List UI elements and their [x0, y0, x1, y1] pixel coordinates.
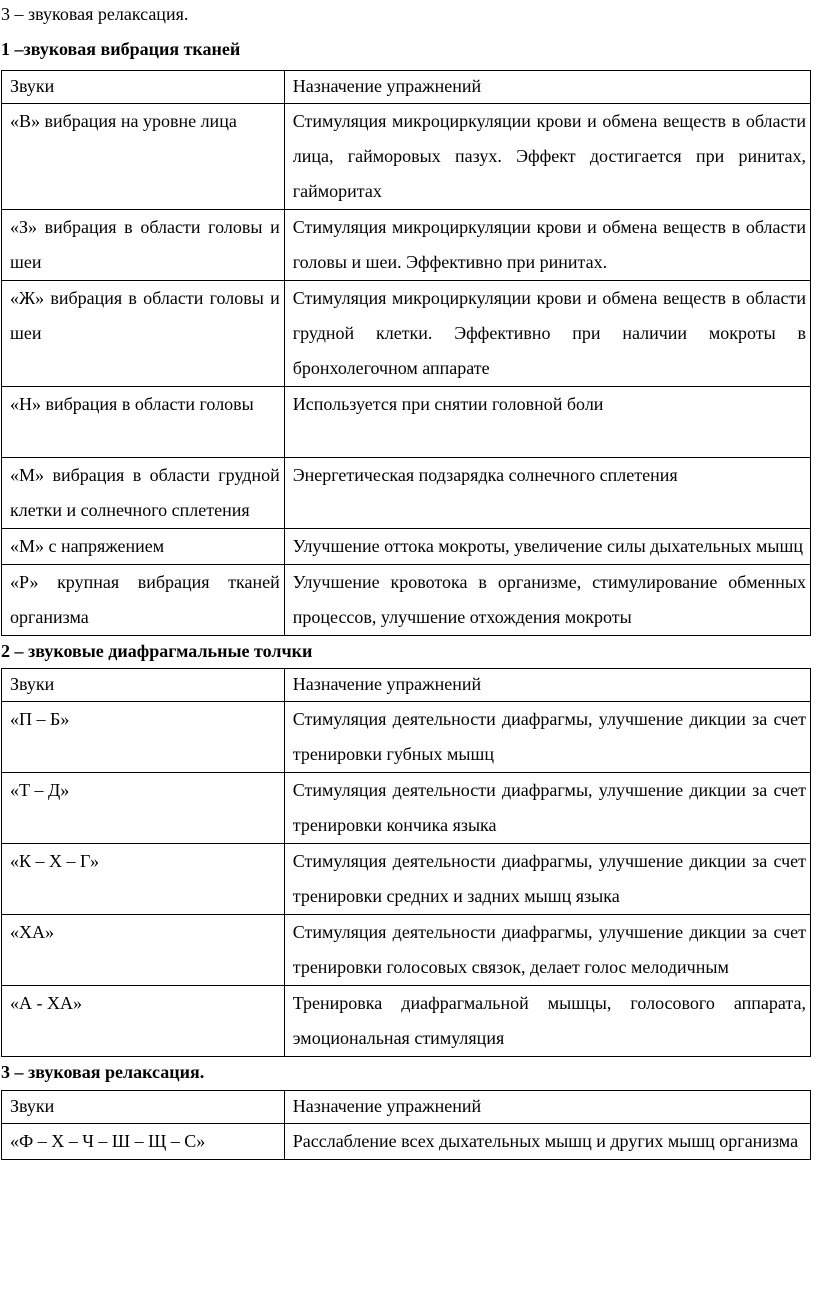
sound-cell: «В» вибрация на уровне лица — [2, 104, 285, 210]
header-sounds: Звуки — [2, 669, 285, 702]
table-row — [2, 773, 811, 844]
table-row — [2, 104, 811, 210]
sound-cell: «М» вибрация в области грудной клетки и солнечного сплетения — [2, 458, 285, 529]
sound-cell: «Ф – Х – Ч – Ш – Щ – С» — [2, 1124, 285, 1160]
purpose-cell: Улучшение кровотока в организме, стимулирование обменных процессов, улучшение отхождения мокроты — [284, 565, 810, 636]
section-1-table — [1, 70, 811, 636]
purpose-cell: Тренировка диафрагмальной мышцы, голосового аппарата, эмоциональная стимуляция — [284, 986, 810, 1057]
intro-line: 3 – звуковая релаксация. — [1, 4, 189, 24]
purpose-cell: Расслабление всех дыхательных мышц и других мышц организма — [284, 1124, 810, 1160]
table-row — [2, 210, 811, 281]
table-row — [2, 844, 811, 915]
table-row — [2, 565, 811, 636]
section-2-title: 2 – звуковые диафрагмальные толчки — [1, 641, 313, 661]
sound-cell: «А - ХА» — [2, 986, 285, 1057]
table-row — [2, 986, 811, 1057]
section-2-table — [1, 668, 811, 1057]
section-1-title: 1 –звуковая вибрация тканей — [1, 39, 241, 59]
table-row — [2, 702, 811, 773]
purpose-cell: Улучшение оттока мокроты, увеличение силы дыхательных мышц — [284, 529, 810, 565]
header-sounds: Звуки — [2, 71, 285, 104]
header-sounds: Звуки — [2, 1091, 285, 1124]
purpose-cell: Стимуляция деятельности диафрагмы, улучшение дикции за счет тренировки губных мышц — [284, 702, 810, 773]
purpose-cell: Энергетическая подзарядка солнечного сплетения — [284, 458, 810, 529]
sound-cell: «Ж» вибрация в области головы и шеи — [2, 281, 285, 387]
sound-cell: «Р» крупная вибрация тканей организма — [2, 565, 285, 636]
sound-cell: «З» вибрация в области головы и шеи — [2, 210, 285, 281]
purpose-cell: Стимуляция деятельности диафрагмы, улучшение дикции за счет тренировки средних и задних мышц языка — [284, 844, 810, 915]
purpose-cell: Используется при снятии головной боли — [284, 387, 810, 458]
purpose-cell: Стимуляция микроциркуляции крови и обмена веществ в области грудной клетки. Эффективно при наличии мокроты в бронхолегочном аппарате — [284, 281, 810, 387]
purpose-cell: Стимуляция микроциркуляции крови и обмена веществ в области лица, гайморовых пазух. Эффект достигается при ринитах, гайморитах — [284, 104, 810, 210]
table-header-row — [2, 1091, 811, 1124]
section-3-table — [1, 1090, 811, 1160]
table-row — [2, 387, 811, 458]
table-row — [2, 915, 811, 986]
sound-cell: «ХА» — [2, 915, 285, 986]
header-purpose: Назначение упражнений — [284, 669, 810, 702]
purpose-cell: Стимуляция микроциркуляции крови и обмена веществ в области головы и шеи. Эффективно при ринитах. — [284, 210, 810, 281]
purpose-cell: Стимуляция деятельности диафрагмы, улучшение дикции за счет тренировки голосовых связок, делает голос мелодичным — [284, 915, 810, 986]
table-header-row — [2, 71, 811, 104]
sound-cell: «Н» вибрация в области головы — [2, 387, 285, 458]
sound-cell: «К – Х – Г» — [2, 844, 285, 915]
header-purpose: Назначение упражнений — [284, 1091, 810, 1124]
table-row — [2, 458, 811, 529]
table-header-row — [2, 669, 811, 702]
table-row — [2, 529, 811, 565]
table-row — [2, 1124, 811, 1160]
header-purpose: Назначение упражнений — [284, 71, 810, 104]
sound-cell: «М» с напряжением — [2, 529, 285, 565]
sound-cell: «Т – Д» — [2, 773, 285, 844]
purpose-cell: Стимуляция деятельности диафрагмы, улучшение дикции за счет тренировки кончика языка — [284, 773, 810, 844]
table-row — [2, 281, 811, 387]
section-3-title: 3 – звуковая релаксация. — [1, 1062, 205, 1082]
sound-cell: «П – Б» — [2, 702, 285, 773]
